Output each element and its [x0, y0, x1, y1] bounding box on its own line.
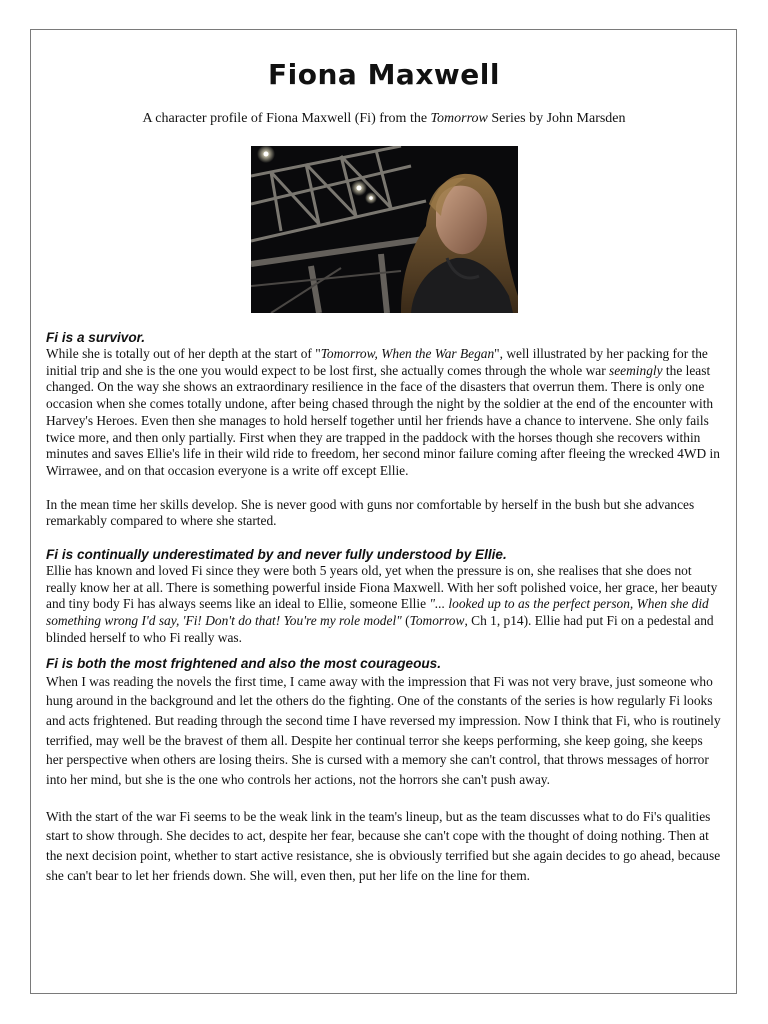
section-heading-survivor: Fi is a survivor. [46, 330, 145, 345]
emphasis: seemingly [609, 362, 663, 378]
document-title: Fiona Maxwell [268, 58, 500, 91]
character-photo [251, 146, 518, 313]
book-title: Tomorrow [409, 613, 465, 629]
text-run: Ellie has known and loved Fi since they were both 5 years old, yet when the pressure is on, she realises that she does not really know her at all. There is something powerful inside Fiona Maxwell. With her soft polished voice, her grace, her beauty and tiny body Fi has always seems like an ideal to Ellie, someone Ellie [46, 563, 718, 612]
book-title: Tomorrow, When the War Began [320, 346, 495, 361]
character-photo-image [251, 146, 518, 313]
text-run: ( [401, 613, 410, 629]
text-run: While she is totally out of her depth at the start of " [46, 346, 321, 361]
section-courageous-paragraph-1: When I was reading the novels the first time, I came away with the impression that Fi was not very brave, just someone who hung around in the background and let the others do the fighting. One of the constants of the series is how regularly Fi looks and acts frightened. But reading through the second time I have reversed my impression. Now I think that Fi, who is routinely terrified, may well be the bravest of them all. Despite her continual terror she keeps performing, she keep going, she keeps her perspective when others are losing theirs. She is cursed with a memory she can't control, that throws messages of horror into her mind, but she is the one who controls her actions, not the horrors she can't push away. [46, 673, 721, 788]
quotation: "... looked up to as the perfect person, When she did something wrong I'd say, 'Fi! Don't do that! You're my role model" [46, 596, 709, 629]
section-heading-underestimated: Fi is continually underestimated by and never fully understood by Ellie. [46, 547, 507, 563]
subtitle-series-name: Tomorrow [430, 111, 488, 126]
section-survivor-paragraph-2: In the mean time her skills develop. She is never good with guns nor comfortable by herself in the bush but she advances remarkably compared to where she started. [46, 496, 695, 529]
profile-body [46, 330, 722, 886]
section-heading-courageous: Fi is both the most frightened and also the most courageous. [46, 655, 442, 671]
section-underestimated-paragraph-1 [46, 563, 722, 647]
subtitle-text-after: Series by John Marsden [487, 111, 626, 126]
subtitle-text-before: A character profile of Fiona Maxwell (Fi) from the [142, 111, 431, 126]
document-subtitle [0, 111, 768, 127]
text-run: ", well illustrated by her packing for the initial trip and she is the one you would expect to be lost first, she actually comes through the whole war [46, 346, 708, 378]
section-survivor-paragraph-1 [46, 346, 722, 480]
text-run: , Ch 1, p14). Ellie had put Fi on a pedestal and blinded herself to who Fi really was. [46, 613, 714, 645]
section-courageous-paragraph-2: With the start of the war Fi seems to be the weak link in the team's lineup, but as the team discusses what to do Fi's qualities start to show through. She decides to act, despite her fear, because she can't cope with the thought of doing nothing. Then at the next decision point, whether to start active resistance, she is obviously terrified but she again decides to go ahead, because she can't bear to let her friends down. She will, even then, put her life on the line for them. [46, 808, 721, 883]
text-run: the least changed. On the way she shows an extraordinary resilience in the face of the disasters that overrun them. There is only one occasion when she comes totally undone, after being chased through the night by the soldier at the end of the encounter with Harvey's Heroes. Even then she manages to hold herself together until her friends have a chance to intervene. She only fails twice more, and then only partially. First when they are trapped in the paddock with the horses though she recovers within minutes and saves Ellie's life in their wild ride to freedom, her second minor failure coming after fleeing the wrecked 4WD in Wirrawee, and on that occasion everyone is a write off except Ellie. [46, 362, 720, 478]
